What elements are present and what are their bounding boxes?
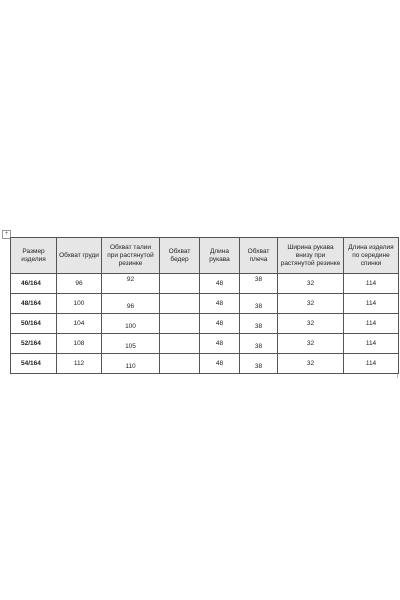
cell-hips xyxy=(160,274,200,294)
cell-sleeve-width: 32 xyxy=(278,334,344,354)
cell-sleeve-width: 32 xyxy=(278,294,344,314)
cell-sleeve-width: 32 xyxy=(278,354,344,374)
header-shoulder: Обхват плеча xyxy=(240,238,278,274)
cell-waist: 96 xyxy=(102,294,160,314)
cell-back-length: 114 xyxy=(344,294,399,314)
cell-shoulder: 38 xyxy=(240,314,278,334)
cell-hips xyxy=(160,334,200,354)
cell-hips xyxy=(160,314,200,334)
cell-hips xyxy=(160,354,200,374)
cell-size: 48/164 xyxy=(11,294,57,314)
cell-size: 46/164 xyxy=(11,274,57,294)
table-move-handle-icon[interactable]: + xyxy=(2,230,11,239)
cell-chest: 96 xyxy=(57,274,102,294)
cell-sleeve-length: 48 xyxy=(200,294,240,314)
cell-sleeve-length: 48 xyxy=(200,274,240,294)
cell-sleeve-length: 48 xyxy=(200,334,240,354)
cell-waist: 105 xyxy=(102,334,160,354)
header-size: Размер изделия xyxy=(11,238,57,274)
cell-back-length: 114 xyxy=(344,354,399,374)
cell-chest: 108 xyxy=(57,334,102,354)
margin-marker xyxy=(397,374,398,378)
table-header-row xyxy=(11,238,399,274)
cell-shoulder: 38 xyxy=(240,334,278,354)
cell-sleeve-length: 48 xyxy=(200,314,240,334)
cell-size: 50/164 xyxy=(11,314,57,334)
table-row xyxy=(11,274,399,294)
header-sleeve-width: Ширина рукава внизу при растянутой резинке xyxy=(278,238,344,274)
cell-waist: 100 xyxy=(102,314,160,334)
header-sleeve-length: Длина рукава xyxy=(200,238,240,274)
cell-chest: 112 xyxy=(57,354,102,374)
size-table xyxy=(10,237,399,374)
cell-back-length: 114 xyxy=(344,314,399,334)
table-row xyxy=(11,314,399,334)
cell-sleeve-length: 48 xyxy=(200,354,240,374)
header-back-length: Длина изделия по середине спинки xyxy=(344,238,399,274)
table-row xyxy=(11,354,399,374)
cell-shoulder: 38 xyxy=(240,274,278,294)
cell-size: 52/164 xyxy=(11,334,57,354)
cell-chest: 104 xyxy=(57,314,102,334)
cell-sleeve-width: 32 xyxy=(278,314,344,334)
table-row xyxy=(11,334,399,354)
cell-hips xyxy=(160,294,200,314)
cell-shoulder: 38 xyxy=(240,354,278,374)
cell-waist: 110 xyxy=(102,354,160,374)
header-chest: Обхват груди xyxy=(57,238,102,274)
cell-shoulder: 38 xyxy=(240,294,278,314)
cell-size: 54/164 xyxy=(11,354,57,374)
cell-sleeve-width: 32 xyxy=(278,274,344,294)
header-hips: Обхват бедер xyxy=(160,238,200,274)
cell-back-length: 114 xyxy=(344,274,399,294)
table-row xyxy=(11,294,399,314)
cell-back-length: 114 xyxy=(344,334,399,354)
cell-chest: 100 xyxy=(57,294,102,314)
cell-waist: 92 xyxy=(102,274,160,294)
header-waist: Обхват талии при растянутой резинке xyxy=(102,238,160,274)
